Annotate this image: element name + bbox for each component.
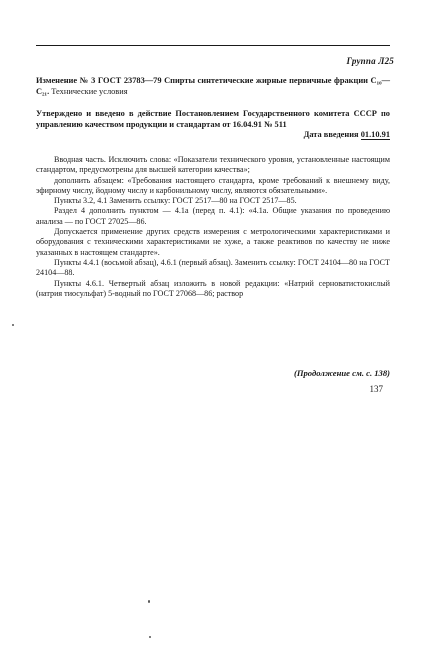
effective-date-label: Дата введения [303, 130, 361, 139]
paragraph-intro: Вводная часть. Исключить слова: «Показатели технического уровня, установленные настоящим стандартом, предусмотрены для высшей категории качества»; [36, 155, 390, 175]
scan-speck [12, 324, 14, 326]
amendment-title [36, 75, 390, 97]
group-label: Группа Л25 [346, 56, 394, 66]
paragraph-clauses-4-4-1: Пункты 4.4.1 (восьмой абзац), 4.6.1 (первый абзац). Заменить ссылку: ГОСТ 24104—80 на ГОСТ 24104—88. [36, 257, 390, 278]
paragraph-clause-4-6-1: Пункты 4.6.1. Четвертый абзац изложить в новой редакции: «Натрий серноватистокислый (натрия тиосульфат) 5-водный по ГОСТ 27068—86; раствор [36, 278, 390, 298]
approval-statement: Утверждено и введено в действие Постановлением Государственного комитета СССР по управлению качеством продукции и стандартам от 16.04.91 № 511 [36, 109, 390, 129]
scan-speck [149, 636, 151, 638]
effective-date [304, 130, 390, 139]
page-number: 137 [369, 384, 383, 394]
scan-speck [148, 600, 150, 603]
paragraph-permitted: Допускается применение других средств измерения с метрологическими характеристиками и оборудования с техническими характеристиками не хуже, а также реактивов по качеству не ниже указанных в настоящем стандарте». [36, 227, 390, 257]
paragraph-section-4: Раздел 4 дополнить пунктом — 4.1а (перед п. 4.1): «4.1а. Общие указания по проведению анализа — по ГОСТ 27025—86. [36, 206, 390, 226]
paragraph-clauses-3-2: Пункты 3.2, 4.1 Заменить ссылку: ГОСТ 2517—80 на ГОСТ 2517—85. [54, 196, 297, 206]
amendment-body [36, 155, 390, 299]
amendment-title-bold: Изменение № 3 ГОСТ 23783—79 Спирты синтетические жирные первичные фракции С₁₀—С₂₁. [36, 76, 390, 96]
top-rule [36, 45, 390, 46]
amendment-title-normal: Технические условия [49, 87, 128, 96]
paragraph-addition: дополнить абзацем: «Требования настоящего стандарта, кроме требований к внешнему виду, эфирному числу, йодному числу и карбонильному числу, являются обязательными». [36, 175, 390, 195]
continuation-note: (Продолжение см. с. 138) [293, 368, 390, 378]
effective-date-value: 01.10.91 [360, 130, 390, 139]
